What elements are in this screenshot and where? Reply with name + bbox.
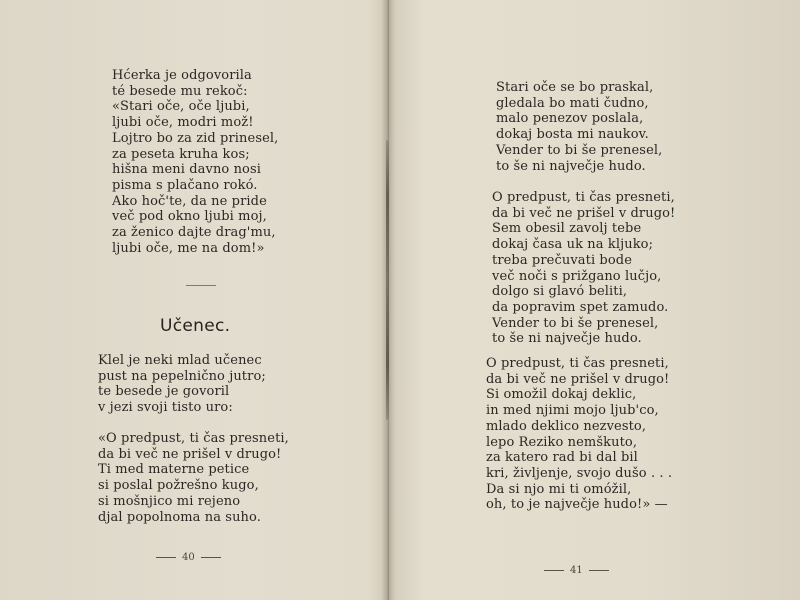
- verse-line: si poslal požrešno kugo,: [98, 478, 259, 494]
- verse-line: za katero rad bi dal bil: [486, 450, 638, 466]
- verse-line: hišna meni davno nosi: [112, 162, 262, 178]
- verse-line: «O predpust, ti čas presneti,: [98, 431, 289, 446]
- verse-line: Vender to bi še prenesel,: [492, 315, 659, 331]
- verse-line: O predpust, ti čas presneti,: [486, 356, 669, 371]
- verse-line: «Stari oče, oče ljubi,: [112, 99, 250, 115]
- left-stanza-2: [98, 353, 266, 416]
- poem-title: Učenec.: [160, 316, 231, 336]
- right-stanza-1: [496, 80, 662, 174]
- verse-line: za ženico dajte drag'mu,: [112, 225, 276, 241]
- verse-line: za peseta kruha kos;: [112, 146, 250, 162]
- verse-line: Vender to bi še prenesel,: [496, 142, 663, 158]
- verse-line: pust na pepelnično jutro;: [98, 368, 266, 384]
- verse-line: treba prečuvati bode: [492, 252, 632, 268]
- verse-line: Klel je neki mlad učenec: [98, 353, 262, 368]
- verse-line: in med njimi mojo ljub'co,: [486, 403, 659, 419]
- verse-line: Lojtro bo za zid prinesel,: [112, 130, 279, 146]
- verse-line: to še ni največje hudo.: [492, 331, 642, 347]
- verse-line: to še ni največje hudo.: [496, 158, 646, 174]
- verse-line: Ako hoč'te, da ne pride: [112, 193, 267, 209]
- verse-line: dolgo si glavó beliti,: [492, 284, 628, 300]
- verse-line: dokaj bosta mi naukov.: [496, 127, 649, 143]
- verse-line: Hćerka je odgovorila: [112, 68, 252, 83]
- verse-line: si mošnjico mi rejeno: [98, 493, 241, 509]
- page-number-right: [538, 565, 615, 576]
- verse-line: Da si njo mi ti omóžil,: [486, 481, 632, 497]
- folio-dash: [156, 557, 176, 558]
- left-stanza-3: [98, 431, 289, 525]
- verse-line: da popravim spet zamudo.: [492, 299, 669, 315]
- verse-line: kri, življenje, svojo dušo . . .: [486, 465, 673, 481]
- verse-line: lepo Reziko nemškuto,: [486, 434, 638, 450]
- page-number-text: 40: [182, 552, 195, 563]
- verse-line: Sem obesil zavolj tebe: [492, 221, 642, 237]
- folio-dash: [544, 570, 564, 571]
- verse-line: gledala bo mati čudno,: [496, 95, 649, 111]
- verse-line: oh, to je največje hudo!» —: [486, 497, 668, 513]
- verse-line: da bi več ne prišel v drugo!: [486, 371, 670, 387]
- verse-line: dokaj časa uk na kljuko;: [492, 237, 654, 253]
- verse-line: v jezi svoji tisto uro:: [98, 400, 233, 416]
- verse-line: Ti med materne petice: [98, 462, 250, 478]
- right-stanza-3: [486, 356, 672, 513]
- right-page: [396, 0, 800, 600]
- verse-line: mlado deklico nezvesto,: [486, 418, 647, 434]
- verse-line: Si omožil dokaj deklic,: [486, 387, 637, 403]
- verse-line: več pod okno ljubi moj,: [112, 209, 267, 225]
- verse-line: da bi več ne prišel v drugo!: [492, 205, 676, 221]
- folio-dash: [201, 557, 221, 558]
- verse-line: Stari oče se bo praskal,: [496, 80, 654, 95]
- right-stanza-2: [492, 190, 675, 347]
- verse-line: malo penezov poslala,: [496, 111, 644, 127]
- verse-line: O predpust, ti čas presneti,: [492, 190, 675, 205]
- binding-stitch: [386, 140, 389, 420]
- verse-line: djal popolnoma na suho.: [98, 509, 261, 525]
- left-stanza-1: [112, 68, 278, 256]
- verse-line: té besede mu rekoč:: [112, 83, 248, 99]
- verse-line: več noči s prižgano lučjo,: [492, 268, 662, 284]
- folio-dash: [589, 570, 609, 571]
- page-number-text: 41: [570, 565, 583, 576]
- section-divider: [186, 285, 216, 286]
- verse-line: ljubi oče, modri mož!: [112, 115, 254, 131]
- verse-line: ljubi oče, me na dom!»: [112, 240, 265, 256]
- page-number-left: [150, 552, 227, 563]
- left-page: [0, 0, 380, 600]
- verse-line: pisma s plačano rokó.: [112, 177, 258, 193]
- verse-line: da bi več ne prišel v drugo!: [98, 446, 282, 462]
- verse-line: te besede je govoril: [98, 384, 230, 400]
